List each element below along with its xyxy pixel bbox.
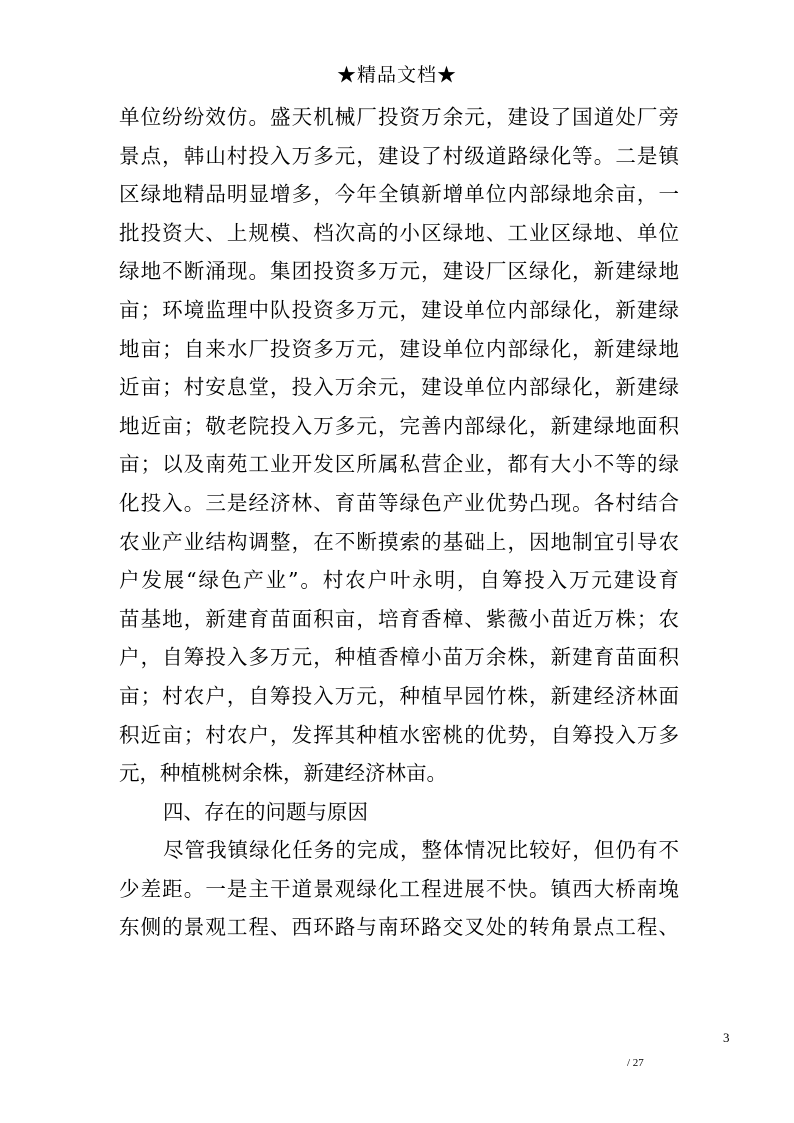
body-line: 单位纷纷效仿。盛天机械厂投资万余元，建设了国道处厂旁 bbox=[119, 105, 679, 129]
page-total: / 27 bbox=[627, 1057, 644, 1069]
body-line: 元，种植桃树余株，新建经济林亩。 bbox=[119, 761, 447, 786]
body-line: 近亩；村安息堂，投入万余元，建设单位内部绿化，新建绿 bbox=[119, 375, 679, 400]
body-line: 化投入。三是经济林、育苗等绿色产业优势凸现。各村结合 bbox=[119, 490, 679, 515]
body-line: 少差距。一是主干道景观绿化工程进展不快。镇西大桥南堍 bbox=[119, 876, 679, 901]
body-line: 积近亩；村农户，发挥其种植水密桃的优势，自筹投入万多 bbox=[119, 722, 679, 747]
section-heading: 四、存在的问题与原因 bbox=[163, 799, 368, 824]
page-number: 3 bbox=[723, 1030, 730, 1045]
body-line: 亩；环境监理中队投资多万元，建设单位内部绿化，新建绿 bbox=[119, 297, 679, 322]
body-line: 亩；以及南苑工业开发区所属私营企业，都有大小不等的绿 bbox=[119, 452, 679, 477]
document-body bbox=[119, 98, 679, 947]
body-line: 地近亩；敬老院投入万多元，完善内部绿化，新建绿地面积 bbox=[119, 413, 679, 438]
body-line: 东侧的景观工程、西环路与南环路交叉处的转角景点工程、 bbox=[119, 915, 679, 940]
body-line: 亩；村农户，自筹投入万元，种植早园竹株，新建经济林面 bbox=[119, 683, 679, 708]
body-line: 户，自筹投入多万元，种植香樟小苗万余株，新建育苗面积 bbox=[119, 645, 679, 670]
body-line: 绿地不断涌现。集团投资多万元，建设厂区绿化，新建绿地 bbox=[119, 259, 679, 284]
body-line: 农业产业结构调整，在不断摸索的基础上，因地制宜引导农 bbox=[119, 529, 679, 554]
body-line: 地亩；自来水厂投资多万元，建设单位内部绿化，新建绿地 bbox=[119, 336, 679, 361]
body-line: 批投资大、上规模、档次高的小区绿地、工业区绿地、单位 bbox=[119, 220, 679, 245]
body-line: 景点，韩山村投入万多元，建设了村级道路绿化等。二是镇 bbox=[119, 143, 679, 168]
body-line: 区绿地精品明显增多，今年全镇新增单位内部绿地余亩，一 bbox=[119, 182, 679, 207]
paragraph-first-line: 尽管我镇绿化任务的完成，整体情况比较好，但仍有不 bbox=[163, 838, 679, 863]
document-header-title: ★精品文档★ bbox=[336, 64, 457, 86]
body-line: 户发展“绿色产业”。村农户叶永明，自筹投入万元建设育 bbox=[119, 568, 679, 593]
body-line: 苗基地，新建育苗面积亩，培育香樟、紫薇小苗近万株；农 bbox=[119, 606, 679, 631]
